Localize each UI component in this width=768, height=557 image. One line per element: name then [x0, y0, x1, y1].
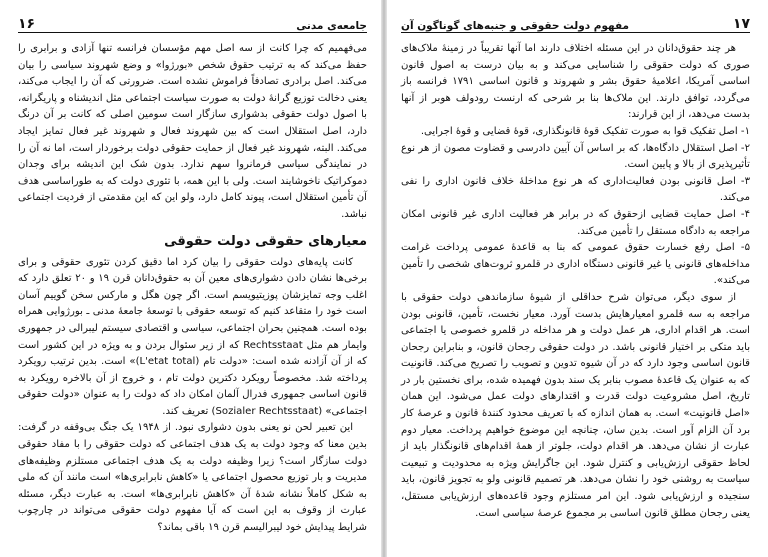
right-paragraph-2: از سوی دیگر، می‌توان شرح حداقلی از شیوهٔ سازماندهی دولت حقوقی با مراجعه به سه قلمرو امعیارهایش بدست آورد. معیار نخست، تأمین، قانونی بودن است. هر اقدام اداری، هر عمل دولت و هر مداخله در قلمرو خصوصی یا اجتماعی باید متکی بر اختیار قانونی باشد. در دولت حقوقی رجحان قانون، و بنابراین رجحان قانون اساسی وجود دارد که در آن شیوه تدوین و تصویب را تصریح می‌کند. قانونیت که به عنوان یک قاعدهٔ مصوب بنابر یک سند بدون فهمیده شده، برای نخستین بار در تاریخ، اصل مشروعیت دولت قدرت و اقتدارهای دولت عمل می‌شود. این همان «اصل قانونیت» است. به همان اندازه که با تعریف محدود کنندهٔ قانون و عرصهٔ کار برد آن الزام آور است. بدین سان، چنانچه این موضوع خواهیم پرداخت. معیار دوم عبارت از نشان می‌دهد. هر اقدام دولت، جلوتر از همهٔ اقدام‌های قانونگذار باید از لحاظ حقوقی ارزش‌یابی و کنترل شود. این جاگرایش ویژه به محدودیت و تبیعیت سیاست به روشنی خود را نشان می‌دهد. هر تصمیم قانونی ولو به تجویز قانون، باید سنجیده و ارزش‌یابی شود. این امر مستلزم وجود قاعده‌های ارزش‌یابی مستقل، یعنی رجحان مطلق قانون اساسی بر مجموع عرصهٔ سیاسی است.	[401, 291, 750, 519]
left-page-header	[18, 8, 367, 33]
right-header-title: مفهوم دولت حقوقی و جنبه‌های گوناگون آن	[401, 20, 630, 32]
principle-item-4: ۴- اصل حمایت قضایی ازحقوق که در برابر هر فعالیت اداری غیر قانونی امکان مراجعه به دادگاه مستقل را تأمین می‌کند.	[401, 208, 750, 237]
principle-item-2: ۲- اصل استقلال دادگاه‌ها، که بر اساس آن آیین دادرسی و قضاوت مصون از هر نوع تأثیرپذیری از بالا و پایین است.	[401, 142, 750, 171]
left-paragraph-3: این تعبیر لحن نو یعنی بدون دشواری نبود. از ۱۹۴۸ یک جنگ بی‌وقفه در گرفت: بدین معنا که وجود دولت به یک هدف اجتماعی که دولت حقوقی را با مفاد حقوقی دولت سازگار است؟ زیرا وظیفه دولت به یک هدف اجتماعی مستلزم وظیفه‌های مدیریت و بار توزیع محصول اجتماعی یا «کاهش نابرابری‌ها» است مانند آن که ملی به شکل کاملاً نشانه شدهٔ آن «کاهش نابرابری‌ها» است. به عبارت دیگر، مسئله عبارت از وقوف به این است که آیا مفهوم دولت حقوقی می‌تواند در چارچوب شرایط پیدایش خود لیبرالیسم قرن ۱۹ باقی بماند؟	[18, 422, 367, 534]
principle-item-5: ۵- اصل رفع خسارت حقوق عمومی که بنا به قاعدهٔ عمومی پرداخت غرامت مداخله‌های قانونی یا غیر قانونی دستگاه اداری در قلمرو ثروت‌های شخصی را تأمین می‌کند».	[401, 242, 750, 287]
left-header-title: جامعه‌ی مدنی	[296, 20, 367, 32]
section-heading: معیارهای حقوقی دولت حقوقی	[164, 233, 367, 249]
left-page-number: ۱۶	[18, 16, 36, 32]
left-paragraph-1: می‌فهمیم که چرا کانت از سه اصل مهم مؤسسان فرانسه تنها آزادی و برابری را حفظ می‌کند که به ترتیب حقوق شخص «بورژوا» و وضع شهروند سیاسی را بیان می‌کند. اصل برادری تصادفاً فراموش نشده است. ضرورتی که آن را ایجاب می‌کند، یعنی دخالت توزیع گرانهٔ دولت به صورت سیاست اجتماعی مثل اندیشناه و پاریگرانه، با اصول دولت حقوقی بدشواری سازگار است سومین اصلی که کانت بر آن درنگ دارد، اصل استقلال است که بین شهروند فعال و شهروند غیر فعال تمایز ایجاد می‌کند. البته، شهروند غیر فعال از حمایت حقوقی دولت برخوردار است، اما نه آن را در نمایندگی سیاسی فرمانروا سهم ندارد. بدون شک این اندیشه برای وجدان دموکراتیک ناخوشایند است. ولی با این همه، با تئوری دولت که به طوراساسی هدف آن تأمین استقلال است، پیوند کامل دارد، ولو این که این مقدمتی از فردیت اجتماعی نباشد.	[18, 43, 367, 220]
right-page-number: ۱۷	[732, 16, 750, 32]
principle-item-3: ۳- اصل قانونی بودن فعالیت‌اداری که هر نوع مداخلهٔ خلاف قانون اداری را نفی می‌کند.	[401, 175, 750, 204]
left-page	[0, 0, 381, 557]
principle-item-1: ۱- اصل تفکیک قوا به صورت تفکیک قوهٔ قانونگذاری، قوهٔ قضایی و قوهٔ اجرایی.	[420, 125, 750, 137]
right-page	[387, 0, 768, 557]
left-paragraph-2: کانت پایه‌های دولت حقوقی را بیان کرد اما دقیق کردن تئوری حقوقی و برای برخی‌ها نشان دادن دشواری‌های معین آن به حقوق‌دانان قرن ۱۹ و ۲۰ تعلق دارد که اغلب وجه تمایزشان پوزیتیویسم است. اگر چون هگل و مارکس سخن گوییم آسان است خود را متقاعد کنیم که توسعه حقوقی با توسعهٔ جامعهٔ مدنی ـ بورژوایی همراه بوده است. همچنین بحران اجتماعی، سیاسی و اقتصادی سیستم لیبرالی در جمهوری وایمار هم مثل Rechtsstaat که از زیر سئوال بردن و به ویژه در این کشور است که از آن آزادنه شده است: «دولت تام (L'etat total)» است. بدین ترتیب رویکرد پرداخته شد. مخصوصاً رویکرد دکترین دولت تام ، و خروج از آن بالاخره رویکرد به قانون اساسی جمهوری فدرال آلمان امکان داد که دولت را به عنوان «دولت حقوقی اجتماعی» (Sozialer Rechtsstaat) تعریف کند.	[18, 256, 368, 417]
right-page-header	[401, 8, 750, 33]
right-paragraph-1: هر چند حقوق‌دانان در این مسئله اختلاف دارند اما آنها تقریباً در زمینهٔ ملاک‌های صوری که دولت حقوقی را شناسایی می‌کند و به بیان درست به اصول قانون اساسی آمریکا، اعلامیهٔ حقوق بشر و شهروند و قانون اساسی ۱۷۹۱ فرانسه باز می‌گردد، توافق دارند. این ملاک‌ها بنا بر شرحی که ارنست رودولف هوبر از آنها بدست می‌دهد، از این قرارند:	[401, 43, 750, 121]
